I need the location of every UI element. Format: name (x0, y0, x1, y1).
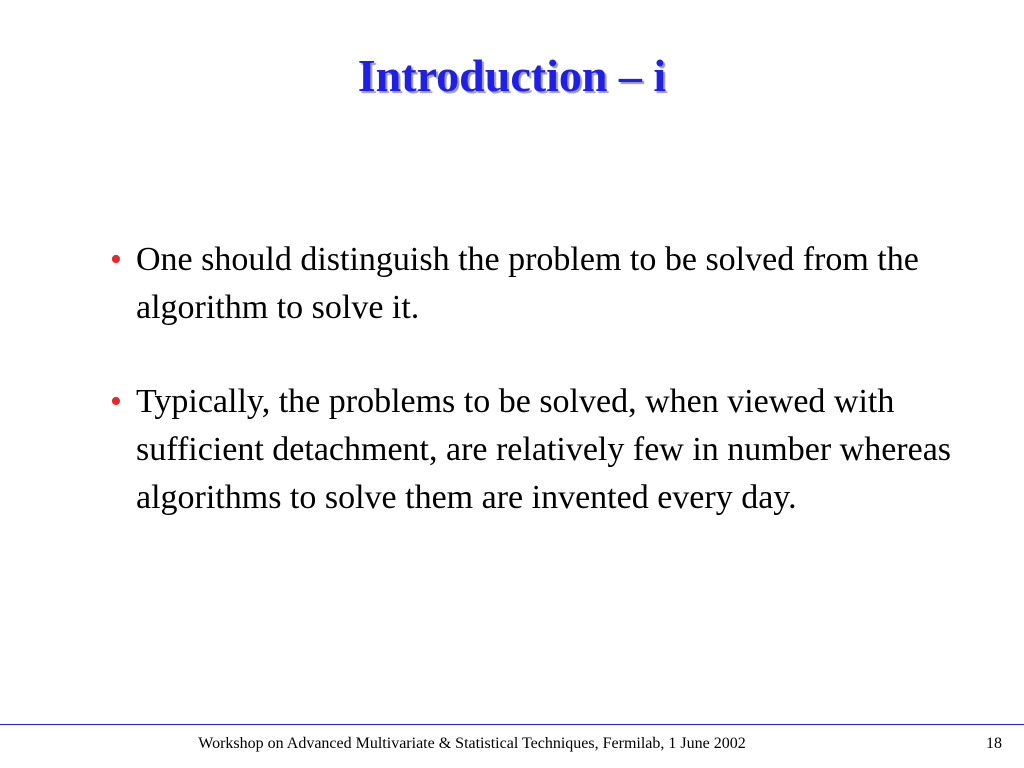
footer-caption: Workshop on Advanced Multivariate & Statistical Techniques, Fermilab, 1 June 2002 (198, 735, 746, 752)
bullet-list (110, 236, 990, 568)
page-number: 18 (986, 735, 1002, 752)
bullet-item (110, 236, 990, 332)
bullet-text: Typically, the problems to be solved, when viewed with sufficient detachment, are relatively few in number whereas algorithms to solve them are invented every day. (136, 383, 952, 516)
bullet-dot-icon: • (110, 241, 122, 278)
footer-divider (0, 724, 1024, 725)
bullet-dot-icon: • (110, 383, 122, 420)
bullet-text: One should distinguish the problem to be solved from the algorithm to solve it. (136, 241, 919, 326)
bullet-item (110, 378, 990, 522)
slide-title: Introduction – i (357, 50, 667, 101)
